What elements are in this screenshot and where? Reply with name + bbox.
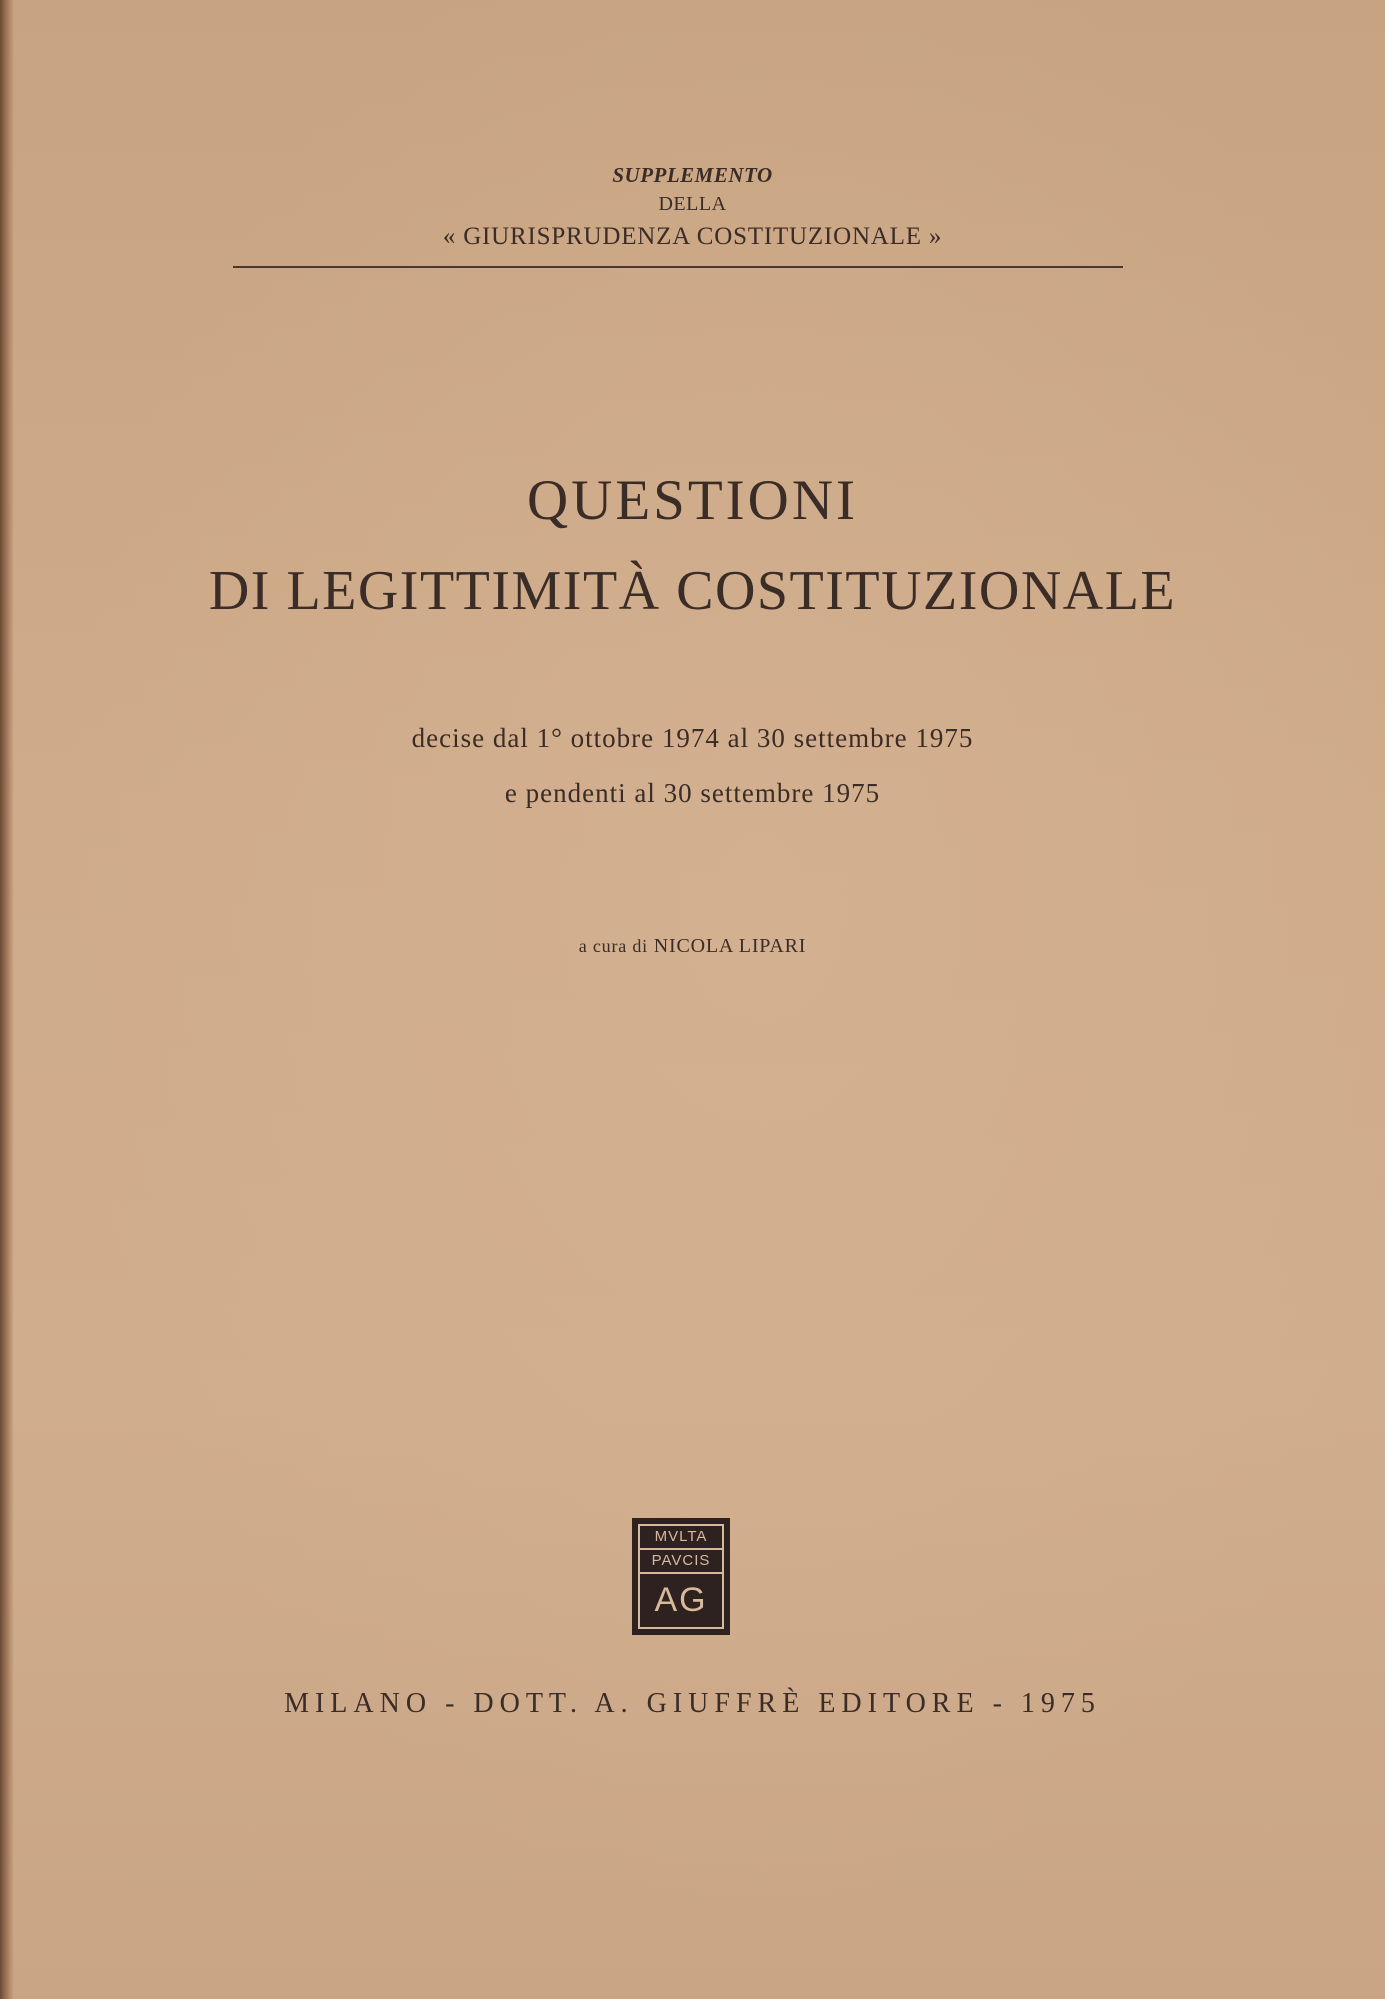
book-title-line-1: QUESTIONI	[527, 469, 858, 532]
book-title-line-2: DI LEGITTIMITÀ COSTITUZIONALE	[208, 560, 1177, 622]
publisher-imprint: MILANO - DOTT. A. GIUFFRÈ EDITORE - 1975	[284, 1688, 1101, 1719]
editor-credit	[0, 932, 1385, 960]
subtitle-line-2: e pendenti al 30 settembre 1975	[504, 778, 881, 808]
series-line-della: DELLA	[658, 193, 727, 215]
editor-prefix: a cura di	[578, 936, 648, 956]
editor-name: NICOLA LIPARI	[653, 935, 807, 957]
logo-initials: AG	[654, 1581, 708, 1619]
subtitle-line-1: decise dal 1° ottobre 1974 al 30 settembre 1975	[411, 723, 974, 753]
logo-word-paucis: PAVCIS	[640, 1550, 722, 1574]
series-line-journal: « GIURISPRUDENZA COSTITUZIONALE »	[442, 223, 943, 250]
publisher-logo	[632, 1518, 730, 1635]
series-line-supplemento: SUPPLEMENTO	[612, 163, 773, 187]
publisher-logo-frame	[638, 1524, 724, 1629]
header-rule	[233, 266, 1123, 268]
logo-word-multa: MVLTA	[640, 1526, 722, 1550]
